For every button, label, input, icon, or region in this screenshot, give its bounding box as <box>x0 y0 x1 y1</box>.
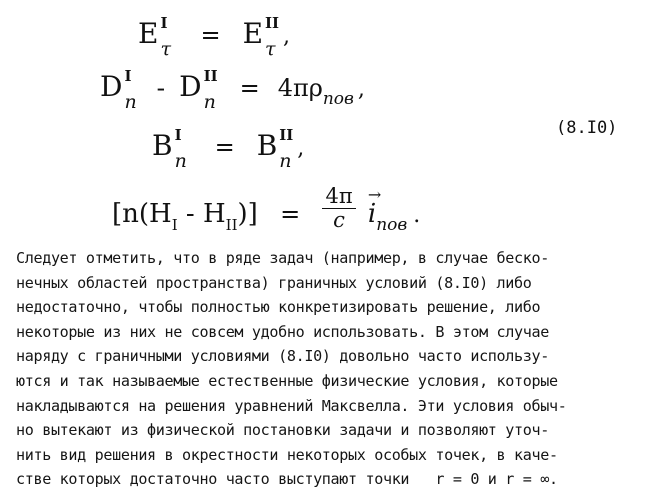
eq1-rhs-sup: II <box>265 14 280 32</box>
equation-tangential-e <box>138 14 291 60</box>
eq2-comma: , <box>357 77 365 102</box>
eq1-rhs-indices <box>265 14 283 60</box>
paragraph-line: нить вид решения в окрестности некоторых особых точек, в каче- <box>16 445 558 464</box>
eq4-lhs-sub2: II <box>225 215 238 234</box>
eq4-lhs-open <box>112 198 266 234</box>
eq1-lhs-indices <box>160 14 178 60</box>
eq4-period: . <box>413 202 421 228</box>
eq4-equals: = <box>280 199 301 228</box>
eq1-comma: , <box>283 24 291 49</box>
eq1-rhs-symbol: E <box>242 17 264 50</box>
paragraph-line: но вытекают из физической постановки задачи и позволяют уточ- <box>16 421 549 440</box>
paragraph-line: нечных областей пространства) граничных условий (8.I0) либо <box>16 273 532 292</box>
eq4-lhs-close: )] <box>237 198 258 229</box>
paragraph-line: наряду с граничными условиями (8.I0) довольно часто использу- <box>16 347 549 366</box>
body-paragraph <box>16 246 646 492</box>
eq4-rhs-vector: → i <box>368 201 376 227</box>
eq3-lhs-indices <box>174 126 193 172</box>
eq1-rhs-sub: τ <box>265 38 276 60</box>
eq2-lhs-indices <box>124 67 142 113</box>
eq4-frac-denominator: c <box>333 208 345 232</box>
eq2-rhs-sub: пов <box>322 89 354 109</box>
eq1-lhs-sub: τ <box>160 38 171 60</box>
eq3-lhs-sub: n <box>174 150 187 172</box>
paragraph-line: ются и так называемые естественные физические условия, которые <box>16 371 558 390</box>
eq2-mid-sup: II <box>203 67 218 85</box>
eq4-lhs-bracket: [n(H <box>112 198 172 229</box>
eq3-comma: , <box>297 136 305 161</box>
paragraph-line: Следует отметить, что в ряде задач (например, в случае беско- <box>16 249 549 267</box>
eq4-lhs-mid: - H <box>177 198 226 229</box>
eq1-lhs-symbol: E <box>138 17 159 50</box>
equation-number: (8.I0) <box>556 118 618 138</box>
eq4-lhs-sub1: I <box>171 215 178 234</box>
paragraph-line: стве которых достаточно часто выступают точки r = 0 и r = ∞. <box>16 470 558 489</box>
eq1-equals: = <box>200 21 221 49</box>
eq2-rhs: 4πρ <box>277 74 323 102</box>
paragraph-line: накладываются на решения уравнений Максвелла. Эти условия обыч- <box>16 396 567 415</box>
eq4-fraction <box>322 186 355 231</box>
eq2-mid-symbol: D <box>179 70 202 103</box>
eq4-frac-numerator: 4π <box>322 186 355 209</box>
eq2-mid-sub: n <box>203 91 216 113</box>
eq3-rhs-sub: n <box>279 150 292 172</box>
eq3-rhs-symbol: B <box>256 129 278 162</box>
equation-normal-d <box>100 67 365 113</box>
equation-normal-b <box>152 126 305 172</box>
eq2-lhs-symbol: D <box>100 70 123 103</box>
equation-tangential-h <box>112 184 421 237</box>
eq3-lhs-sup: I <box>174 126 182 144</box>
eq2-equals: = <box>239 74 260 102</box>
eq2-minus: - <box>156 74 166 102</box>
paragraph-line: недостаточно, чтобы полностью конкретизировать решение, либо <box>16 298 541 317</box>
eq3-equals: = <box>214 133 235 161</box>
eq2-lhs-sub: n <box>124 91 137 113</box>
eq3-rhs-sup: II <box>279 126 294 144</box>
eq3-rhs-indices <box>279 126 297 172</box>
eq4-rhs-sub: пов <box>376 214 408 235</box>
eq1-lhs-sup: I <box>160 14 168 32</box>
paragraph-line: некоторые из них не совсем удобно использовать. В этом случае <box>16 322 549 341</box>
eq3-lhs-symbol: B <box>152 129 173 162</box>
eq2-mid-indices <box>203 67 222 113</box>
eq2-lhs-sup: I <box>124 67 132 85</box>
